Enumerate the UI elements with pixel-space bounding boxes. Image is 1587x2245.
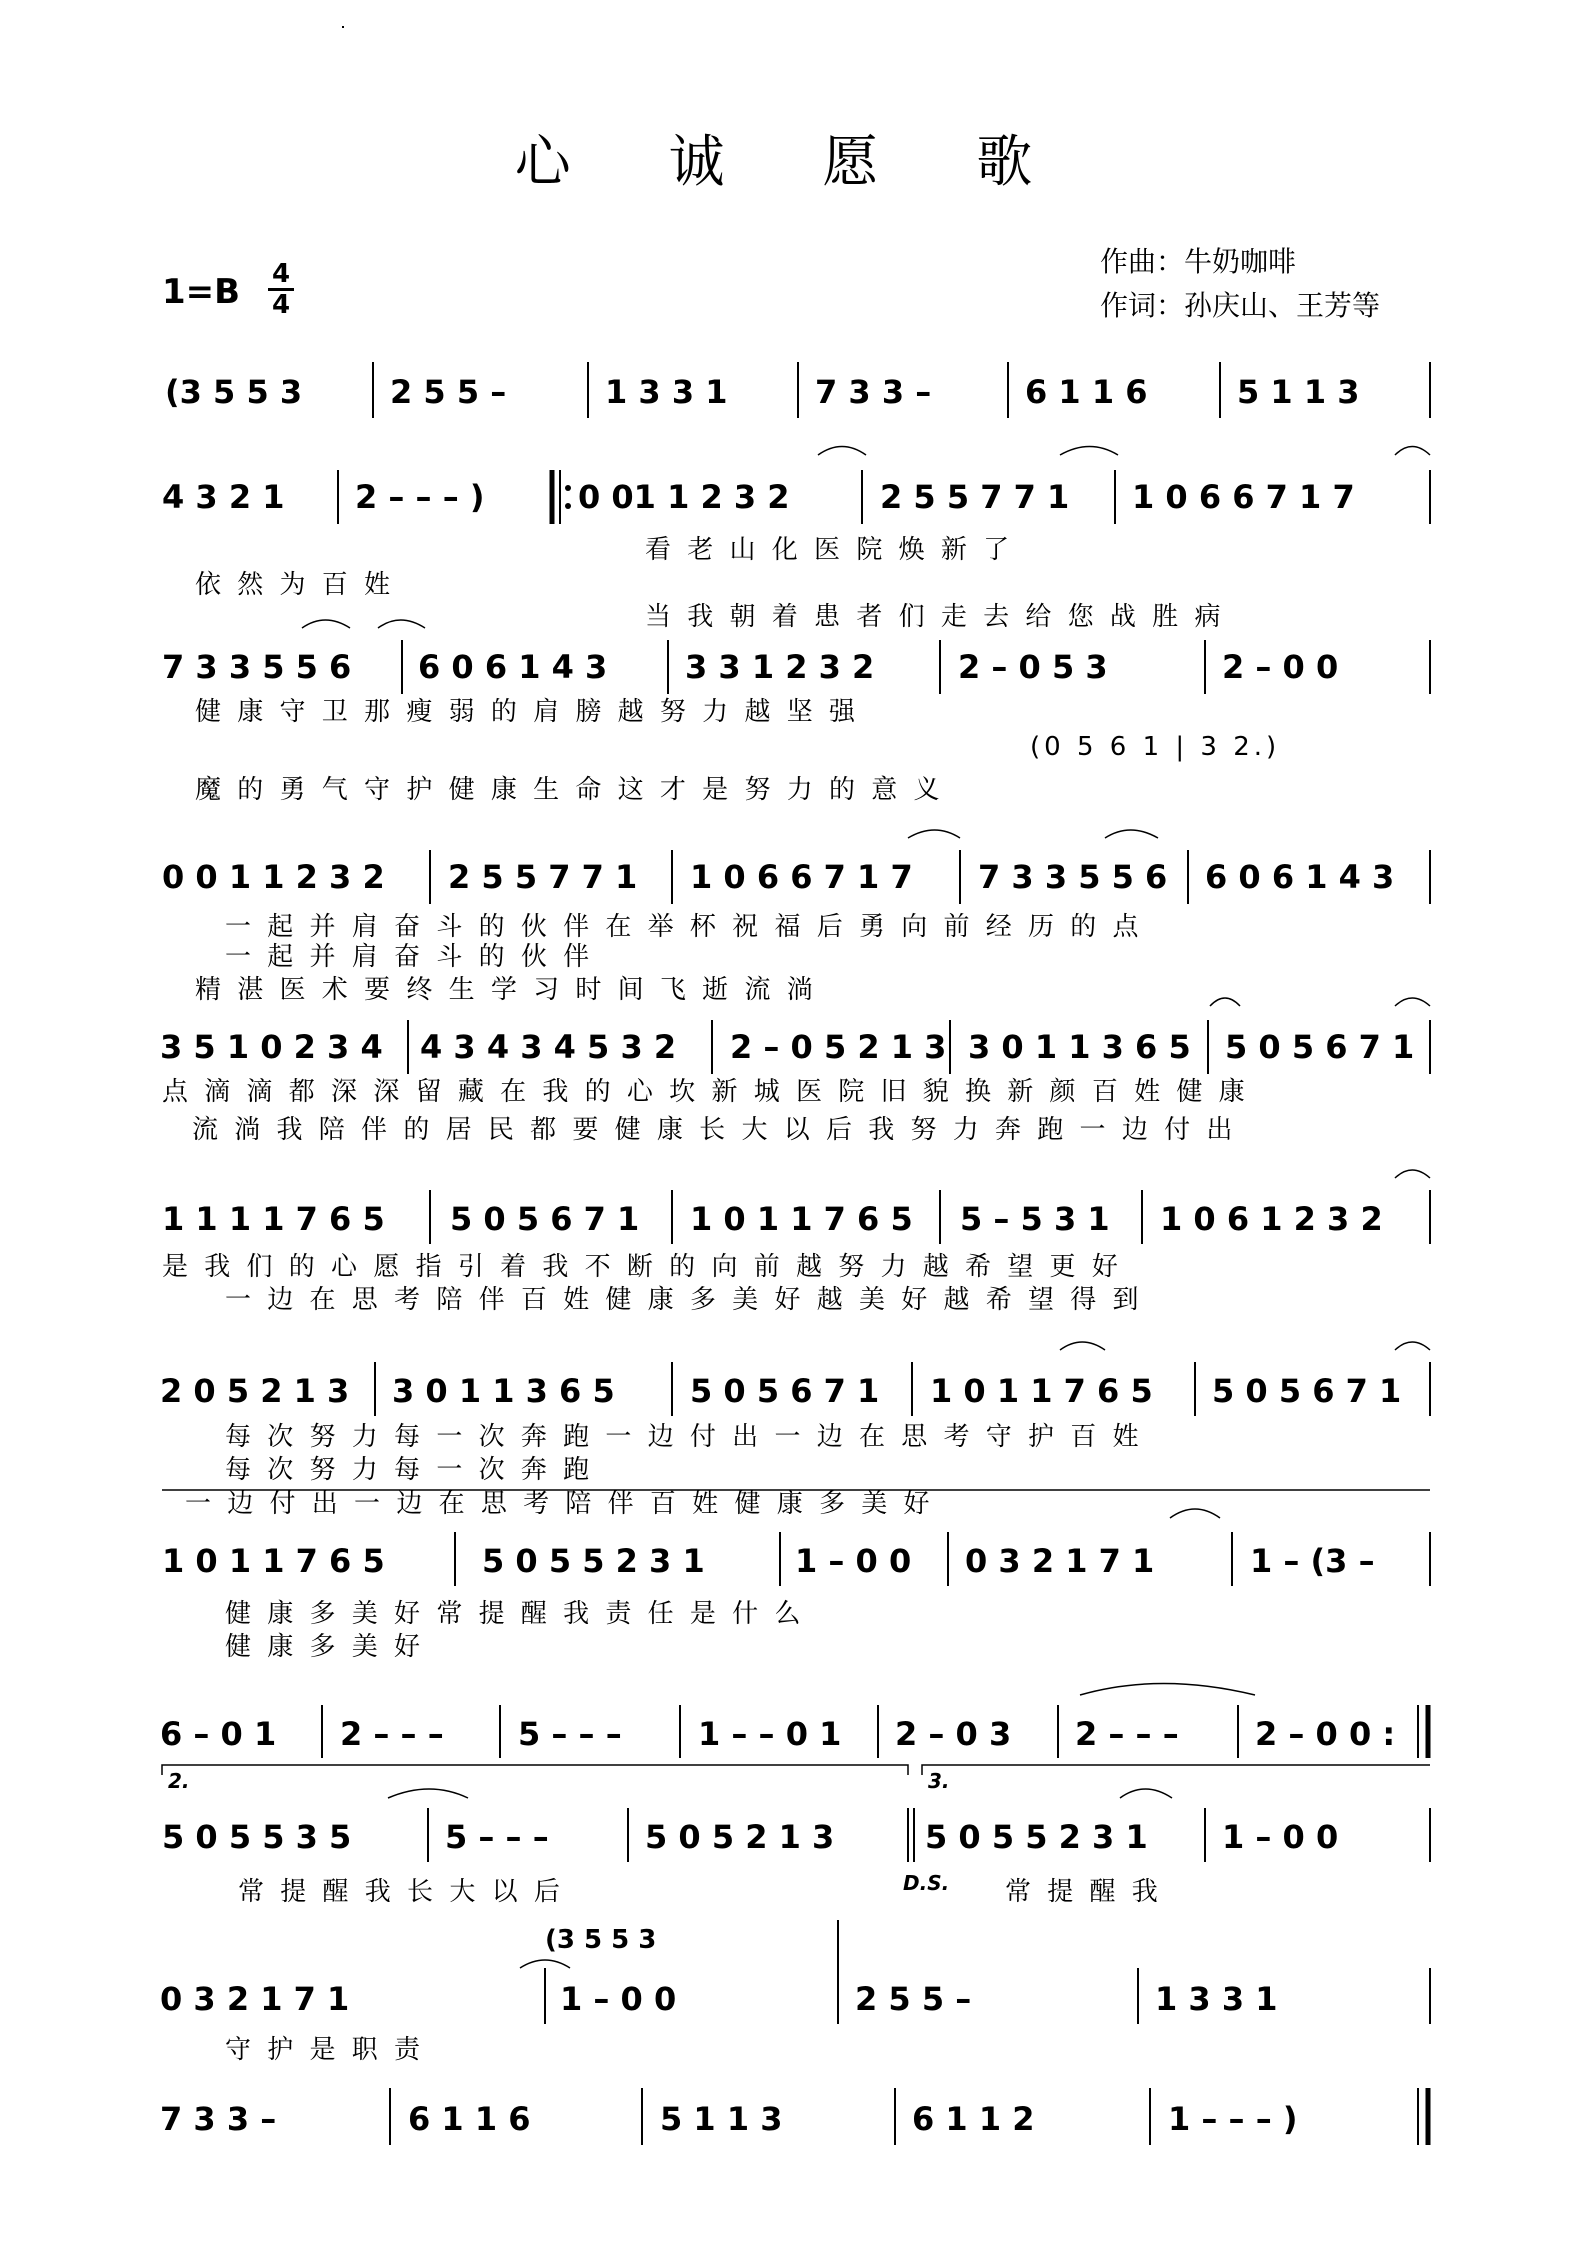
measure-2: 2 5 5 –: [390, 373, 507, 411]
lyric-line-1: 健 康 守 卫 那 瘦 弱 的 肩 膀 越 努 力 越 坚 强: [195, 697, 859, 727]
lyric-line-1: 是 我 们 的 心 愿 指 引 着 我 不 断 的 向 前 越 努 力 越 希 望 更 好: [162, 1252, 1122, 1282]
measure-5: 5 0 5 6 7 1: [1212, 1372, 1402, 1410]
row-12: [160, 2088, 1428, 2145]
measure-2: 5 0 5 5 2 3 1: [482, 1542, 705, 1580]
lyric-line-2: 每 次 努 力 每 一 次 奔 跑: [225, 1455, 594, 1485]
measure-4: 5 0 5 5 2 3 1: [925, 1818, 1148, 1856]
measure-5: 6 1 1 6: [1025, 373, 1148, 411]
lyric-line-3: 精 湛 医 术 要 终 生 学 习 时 间 飞 逝 流 淌: [195, 975, 817, 1005]
measure-3: 1 3 3 1: [605, 373, 728, 411]
measure-5: 2 – 0 3: [895, 1715, 1012, 1753]
measure-4: 1 0 1 1 7 6 5: [930, 1372, 1153, 1410]
volta-2-label: 3.: [928, 1769, 950, 1793]
measure-3: 1 – 0 0: [795, 1542, 912, 1580]
lyric-line-2: 依 然 为 百 姓: [195, 570, 395, 600]
lyric-line-1: 点 滴 滴 都 深 深 留 藏 在 我 的 心 坎 新 城 医 院 旧 貌 换 新 颜 百 姓 健 康: [162, 1077, 1249, 1107]
volta-bracket-1: [162, 1765, 908, 1775]
measure-1: 7 3 3 –: [160, 2100, 277, 2138]
lyric-line-2: (0 5 6 1 | 3 2.): [1030, 732, 1281, 762]
measure-1: 0 0 1 1 2 3 2: [162, 858, 385, 896]
lyric-line-3: 当 我 朝 着 患 者 们 走 去 给 您 战 胜 病: [645, 602, 1225, 632]
lyric-line-2: 健 康 多 美 好: [225, 1632, 425, 1662]
measure-1: 2 0 5 2 1 3: [160, 1372, 350, 1410]
measure-2: 2 – – – ): [355, 478, 485, 516]
measure-5: 6 0 6 1 4 3: [1205, 858, 1395, 896]
barlines: [545, 1920, 1430, 2024]
volta-1-label: 2.: [168, 1769, 190, 1793]
measure-6: 2 – – –: [1075, 1715, 1179, 1753]
measure-1: 1 0 1 1 7 6 5: [162, 1542, 385, 1580]
lyric-line-1: 一 起 并 肩 奋 斗 的 伙 伴 在 举 杯 祝 福 后 勇 向 前 经 历 的 点: [225, 912, 1143, 942]
measure-5: 2 – 0 0: [1222, 648, 1339, 686]
measure-1: 0 3 2 1 7 1: [160, 1980, 350, 2018]
lyric-line-3: 一 边 付 出 一 边 在 思 考 陪 伴 百 姓 健 康 多 美 好: [185, 1489, 934, 1519]
measure-3: 1 0 6 6 7 1 7: [690, 858, 913, 896]
upper-voice: (3 5 5 3: [545, 1925, 657, 1955]
measure-5: 1 0 6 6 7 1 7: [1132, 478, 1355, 516]
measure-4: 2 – 0 5 3: [958, 648, 1108, 686]
lyric-line-2: 流 淌 我 陪 伴 的 居 民 都 要 健 康 长 大 以 后 我 努 力 奔 跑 一 边 付 出: [192, 1115, 1237, 1145]
measure-6: 5 1 1 3: [1237, 373, 1360, 411]
measure-2: 6 1 1 6: [408, 2100, 531, 2138]
lyricist-credit: 作词：孙庆山、王芳等: [1100, 289, 1381, 322]
measure-4: 1 – – 0 1: [698, 1715, 842, 1753]
measure-1: 5 0 5 5 3 5: [162, 1818, 352, 1856]
measure-3: 3 3 1 2 3 2: [685, 648, 875, 686]
measure-4: 7 3 3 5 5 6: [978, 858, 1168, 896]
measure-1: (3 5 5 3: [165, 373, 303, 411]
row-4: [162, 850, 1430, 1005]
measure-4: 7 3 3 –: [815, 373, 932, 411]
key-signature: 1=B: [162, 272, 241, 312]
lyric-line-2: 常 提 醒 我: [1005, 1877, 1162, 1907]
lyric-line-1: 每 次 努 力 每 一 次 奔 跑 一 边 付 出 一 边 在 思 考 守 护 百 姓: [225, 1422, 1143, 1452]
lyric-line-3: 魔 的 勇 气 守 护 健 康 生 命 这 才 是 努 力 的 意 义: [195, 775, 944, 805]
volta-bracket-2: [922, 1765, 1430, 1775]
measure-3: 2 – 0 5 2 1 3: [730, 1028, 947, 1066]
measure-1: 6 – 0 1: [160, 1715, 277, 1753]
lyric-line-1: 健 康 多 美 好 常 提 醒 我 责 任 是 什 么: [225, 1599, 805, 1629]
measure-3: 5 1 1 3: [660, 2100, 783, 2138]
measure-4: 1 3 3 1: [1155, 1980, 1278, 2018]
measure-5: 5 0 5 6 7 1: [1225, 1028, 1415, 1066]
measure-5: 1 0 6 1 2 3 2: [1160, 1200, 1383, 1238]
row-5: [160, 1020, 1430, 1145]
measure-2: 4 3 4 3 4 5 3 2: [420, 1028, 677, 1066]
measure-4: 5 – 5 3 1: [960, 1200, 1110, 1238]
lyric-line-2: 一 边 在 思 考 陪 伴 百 姓 健 康 多 美 好 越 美 好 越 希 望 得 到: [225, 1285, 1143, 1315]
row-7: [160, 1362, 1430, 1519]
row-8: [162, 1532, 1430, 1662]
ds-mark: D.S.: [903, 1871, 950, 1895]
lyric-line-1: 看 老 山 化 医 院 焕 新 了: [645, 535, 1014, 565]
measure-1: 1 1 1 1 7 6 5: [162, 1200, 385, 1238]
lyric-line-1: 守 护 是 职 责: [225, 2035, 425, 2065]
measure-1: 4 3 2 1: [162, 478, 285, 516]
lyric-line-1: 常 提 醒 我 长 大 以 后: [238, 1877, 564, 1907]
measure-4: 6 1 1 2: [912, 2100, 1035, 2138]
measure-3: 5 – – –: [518, 1715, 622, 1753]
lyric-line-2: 一 起 并 肩 奋 斗 的 伙 伴: [225, 942, 594, 972]
measure-3: 5 0 5 2 1 3: [645, 1818, 835, 1856]
measure-4: 3 0 1 1 3 6 5: [968, 1028, 1191, 1066]
row-10: [162, 1765, 1430, 1907]
measure-2: 2 5 5 7 7 1: [448, 858, 638, 896]
measure-2: 3 0 1 1 3 6 5: [392, 1372, 615, 1410]
measure-2: 1 – 0 0: [560, 1980, 677, 2018]
time-bottom: 4: [268, 288, 294, 319]
measure-5: 1 – (3 –: [1250, 1542, 1375, 1580]
measure-3: 1 0 1 1 7 6 5: [690, 1200, 913, 1238]
measure-4: 2 5 5 7 7 1: [880, 478, 1070, 516]
song-title: 心 诚 愿 歌: [514, 130, 1073, 195]
measure-1: 3 5 1 0 2 3 4: [160, 1028, 383, 1066]
measure-7: 2 – 0 0 :: [1255, 1715, 1396, 1753]
measure-4: 0 3 2 1 7 1: [965, 1542, 1155, 1580]
composer-credit: 作曲：牛奶咖啡: [1100, 245, 1297, 278]
measure-3: 2 5 5 –: [855, 1980, 972, 2018]
row-11: [160, 1920, 1430, 2065]
row-2: [162, 470, 1430, 632]
measure-3: 5 0 5 6 7 1: [690, 1372, 880, 1410]
measure-2: 6 0 6 1 4 3: [418, 648, 608, 686]
measure-1: 7 3 3 5 5 6: [162, 648, 352, 686]
measure-2: 2 – – –: [340, 1715, 444, 1753]
measure-2: 5 0 5 6 7 1: [450, 1200, 640, 1238]
row-1: [165, 362, 1430, 418]
measure-5: 1 – – – ): [1168, 2100, 1298, 2138]
measure-5: 1 – 0 0: [1222, 1818, 1339, 1856]
measure-2: 5 – – –: [445, 1818, 549, 1856]
time-top: 4: [271, 259, 291, 289]
row-6: [162, 1190, 1430, 1315]
row-3: [162, 640, 1430, 805]
measure-3: 0 01 1 2 3 2: [578, 478, 790, 516]
row-9: [160, 1705, 1428, 1758]
